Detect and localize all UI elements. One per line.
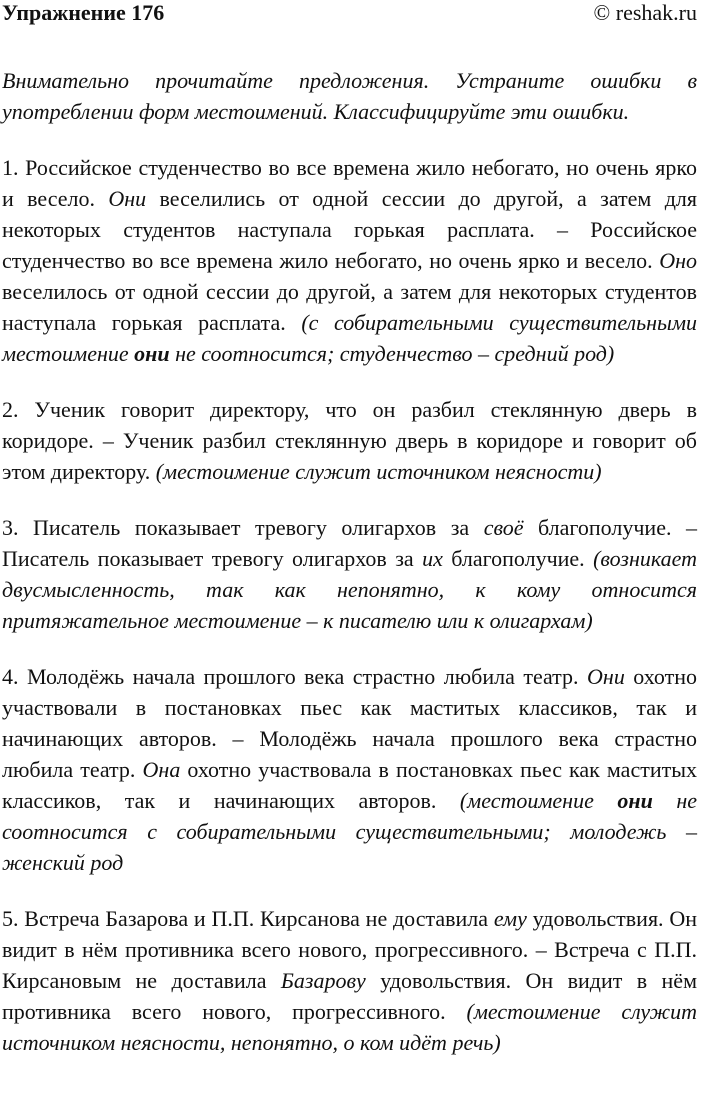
sentence-text: благополучие. [442, 546, 594, 571]
italic-note: ему [493, 906, 527, 931]
italic-note: Они [587, 664, 625, 689]
sentence-text: 1. Российское студенчество во все времена жило небогато, но очень ярко и весело. [2, 155, 697, 211]
sentence-text: удовольствия. Он видит в нём противника всего нового, прогрессивного. – Встреча с П.П. Кирсановым не доставила [2, 906, 697, 993]
italic-note: не соотносится с собирательными существительными; молодежь – женский род [2, 788, 698, 875]
sentence-text: охотно участвовали в постановках пьес как маститых классиков, так и начинающих авторов. – Молодёжь начала прошлого века страстно любила театр. [2, 664, 697, 782]
answer-item-4 [2, 661, 697, 878]
sentence-text: благополучие. – Писатель показывает тревогу олигархов за [2, 515, 697, 571]
italic-note: (с собирательными существительными местоимение [2, 310, 697, 366]
italic-note: (местоимение [459, 788, 618, 813]
answer-item-2 [2, 394, 697, 487]
italic-note: (возникает двусмысленность, так как непонятно, к кому относится притяжательное местоимение – к писателю или к олигархам) [2, 546, 697, 633]
sentence-text: охотно участвовала в постановках пьес как маститых классиков, так и начинающих авторов. [2, 757, 697, 813]
exercise-title: Упражнение 176 [2, 0, 165, 25]
italic-note: Базарову [280, 968, 366, 993]
emphasized-pronoun: они [134, 341, 170, 366]
answer-item-1 [2, 152, 697, 369]
italic-note: их [422, 546, 443, 571]
sentence-text: 2. Ученик говорит директору, что он разбил стеклянную дверь в коридоре. – Ученик разбил стеклянную дверь в коридоре и говорит об этом директору. [2, 397, 697, 484]
sentence-text: удовольствия. Он видит в нём противника всего нового, прогрессивного. [2, 968, 697, 1024]
exercise-instructions: Внимательно прочитайте предложения. Устраните ошибки в употреблении форм местоимений. Классифицируйте эти ошибки. [2, 68, 697, 124]
italic-note: своё [483, 515, 524, 540]
sentence-text: 5. Встреча Базарова и П.П. Кирсанова не доставила [2, 906, 494, 931]
italic-note: Оно [659, 248, 697, 273]
answer-list [2, 152, 697, 1058]
sentence-text: веселилось от одной сессии до другой, а затем для некоторых студентов наступала горькая расплата. [2, 279, 697, 335]
italic-note: не соотносится; студенчество – средний род) [169, 341, 615, 366]
copyright-label: © reshak.ru [593, 0, 697, 25]
sentence-text: 4. Молодёжь начала прошлого века страстно любила театр. [2, 664, 588, 689]
emphasized-pronoun: они [617, 788, 653, 813]
page-header [2, 0, 697, 30]
sentence-text: 3. Писатель показывает тревогу олигархов за [2, 515, 484, 540]
italic-note: Она [142, 757, 181, 782]
italic-note: (местоимение служит источником неясности, непонятно, о ком идёт речь) [2, 999, 697, 1055]
sentence-text: веселились от одной сессии до другой, а затем для некоторых студентов наступала горькая расплата. – Российское студенчество во все времена жило небогато, но очень ярко и весело. [2, 186, 697, 273]
answer-item-5 [2, 903, 697, 1058]
italic-note: Они [108, 186, 147, 211]
exercise-content [2, 43, 697, 1083]
answer-item-3 [2, 512, 697, 636]
italic-note: (местоимение служит источником неясности) [155, 459, 602, 484]
